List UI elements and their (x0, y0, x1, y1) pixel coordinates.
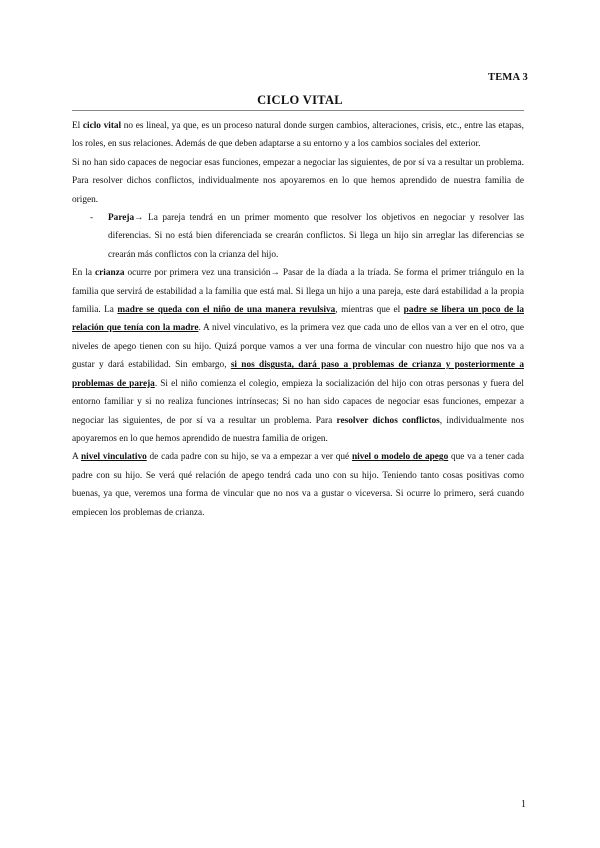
list-item: - Pareja→ La pareja tendrá en un primer momento que resolver los objetivos en negociar y resolver las diferencias. Si no está bien diferenciada se crearán conflictos. Si llega un hijo sin arreglar las diferencias se crearán más conflictos con la crianza del hijo. (72, 209, 524, 264)
bullet-list (72, 209, 524, 264)
highlight-padre: padre se libera un poco de la relación que tenía con la madre (72, 305, 525, 334)
document-body (72, 117, 524, 522)
page-number: 1 (521, 799, 526, 810)
paragraph-negociar: Si no han sido capaces de negociar esas funciones, empezar a negociar las siguientes, de por sí va a resultar un problema. Para resolver dichos conflictos, individualmente nos apoyaremos en lo que hemos aprendido de nuestra familia de origen. (72, 157, 524, 205)
term-crianza: crianza (95, 268, 125, 279)
arrow-icon: → (134, 213, 144, 224)
term-pareja: Pareja (108, 213, 135, 224)
paragraph-crianza: En la crianza ocurre por primera vez una transición→ Pasar de la díada a la tríada. Se forma el primer triángulo en la familia que servirá de estabilidad a la familia que está mal. Si llega un hijo a una pareja, este dará estabilidad a la propia familia. La madre se queda con el niño de una manera revulsiva, mientras que el padre se libera un poco de la relación que tenía con la madre. A nivel vinculativo, es la primera vez que cada uno de ellos van a ver en el otro, que niveles de apego tienen con su hijo. Quizá porque vamos a ver una forma de vincular con nuestro hijo que nos va a gustar y dará estabilidad. Sin embargo, si nos disgusta, dará paso a problemas de crianza y posteriormente a problemas de pareja. Si el niño comienza el colegio, empieza la socialización del hijo con otras personas y fuera del entorno familiar y si no realiza funciones intrínsecas; Si no han sido capaces de negociar esas funciones, empezar a negociar las siguientes, de por sí va a resultar un problema. Para resolver dichos conflictos, individualmente nos apoyaremos en lo que hemos aprendido de nuestra familia de origen. (72, 268, 525, 444)
paragraph-vinculativo: A nivel vinculativo de cada padre con su hijo, se va a empezar a ver qué nivel o modelo de apego que va a tener cada padre con su hijo. Se verá qué relación de apego tendrá cada uno con su hijo. Teniendo tanto cosas positivas como buenas, ya que, veremos una forma de vincular que no nos va a gustar o viceversa. Si ocurre lo primero, será cuando empiecen los problemas de crianza. (72, 452, 524, 518)
highlight-disgusta: si nos disgusta, dará paso a problemas de crianza y posteriormente a problemas de pareja (72, 360, 524, 389)
term-resolver: resolver dichos conflictos (336, 415, 440, 426)
topic-label: TEMA 3 (488, 72, 528, 83)
arrow-icon: → (270, 268, 280, 279)
dash-bullet: - (90, 213, 94, 224)
paragraph-intro: El ciclo vital no es lineal, ya que, es un proceso natural donde surgen cambios, alteraciones, crisis, etc., entre las etapas, los roles, en sus relaciones. Además de que deben adaptarse a su entorno y a los cambios sociales del exterior. (72, 121, 524, 150)
highlight-madre: madre se queda con el niño de una manera revulsiva (117, 305, 336, 316)
highlight-apego: nivel o modelo de apego (351, 452, 449, 463)
title-divider (72, 110, 524, 111)
page-title: CICLO VITAL (257, 93, 343, 107)
term-ciclo-vital: ciclo vital (82, 121, 122, 131)
highlight-nivel-vinculativo: nivel vinculativo (80, 452, 147, 463)
